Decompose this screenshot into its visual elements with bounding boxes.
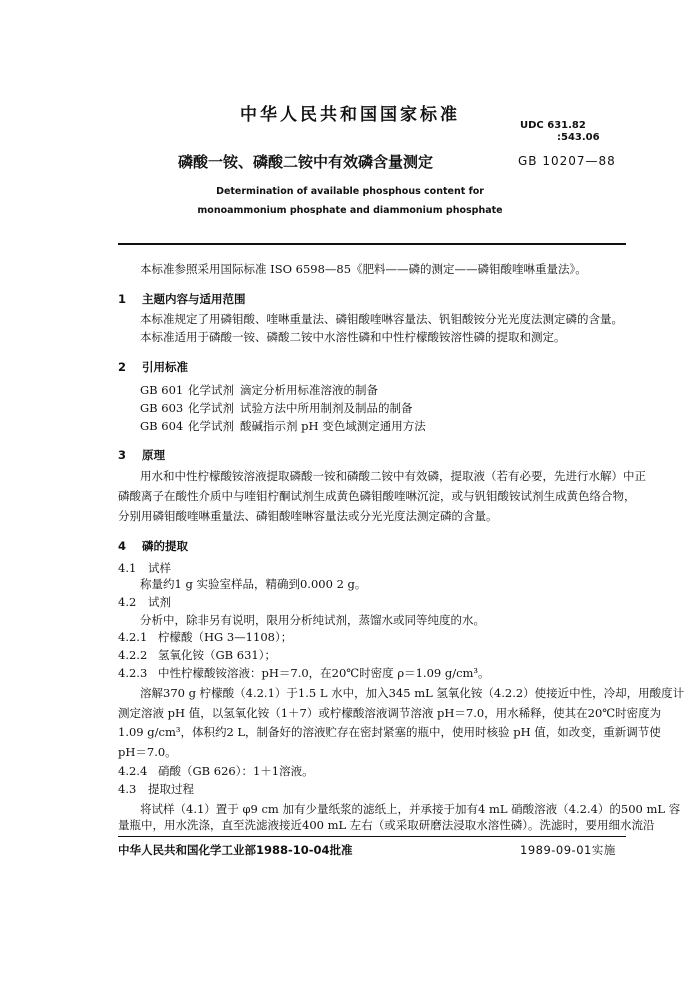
approval-info: 中华人民共和国化学工业部1988-10-04批准 <box>118 843 353 857</box>
clause-4-2-3-line-2: 测定溶液 pH 值，以氢氧化铵（1＋7）或柠檬酸溶液调节溶液 pH＝7.0，用水稀释，使其在20℃时密度为 <box>118 706 662 720</box>
document-title-en-line-2: monoammonium phosphate and diammonium phosphate <box>197 205 503 216</box>
clause-4-2-3-line-4: pH＝7.0。 <box>118 745 177 759</box>
reference-row <box>140 383 378 397</box>
clause-title: 提取过程 <box>148 782 194 796</box>
udc-code <box>520 120 600 144</box>
udc-line-1: UDC 631.82 <box>520 120 586 131</box>
clause-4-1 <box>118 561 171 575</box>
section-1-title: 主题内容与适用范围 <box>142 292 246 306</box>
udc-line-2: :543.06 <box>557 132 600 143</box>
clause-4-2-1 <box>118 630 292 644</box>
section-1-number: 1 <box>118 292 127 306</box>
section-3-title: 原理 <box>142 448 165 462</box>
clause-4-2 <box>118 595 171 609</box>
clause-text: 硝酸（GB 626）：1＋1溶液。 <box>158 764 314 778</box>
clause-4-3 <box>118 782 194 796</box>
clause-4-2-4 <box>118 764 314 778</box>
reference-code: GB 601 <box>140 383 184 397</box>
clause-number: 4.2.1 <box>118 630 148 644</box>
clause-number: 4.1 <box>118 561 137 575</box>
gb-standard-code: GB 10207—88 <box>518 154 616 168</box>
clause-number: 4.2 <box>118 595 137 609</box>
section-2-heading <box>118 359 188 375</box>
clause-number: 4.3 <box>118 782 137 796</box>
reference-type: 化学试剂 <box>188 401 234 415</box>
clause-4-3-line-2: 量瓶中，用水洗涤，直至洗滤液接近400 mL 左右（或采取研磨法浸取水溶性磷）。洗滤时，要用细水流沿 <box>118 818 655 832</box>
footer-divider <box>118 836 626 837</box>
reference-name: 试验方法中所用制剂及制品的制备 <box>240 401 413 415</box>
principle-line-3: 分别用磷钼酸喹啉重量法、磷钼酸喹啉容量法或分光光度法测定磷的含量。 <box>118 509 498 523</box>
reference-code: GB 604 <box>140 419 184 433</box>
clause-4-1-text: 称量约1 g 实验室样品，精确到0.000 2 g。 <box>140 577 367 591</box>
section-3-heading <box>118 447 165 463</box>
section-1-paragraph-2: 本标准适用于磷酸一铵、磷酸二铵中水溶性磷和中性柠檬酸铵溶性磷的提取和测定。 <box>140 330 566 344</box>
clause-4-3-line-1: 将试样（4.1）置于 φ9 cm 加有少量纸浆的滤纸上，并承接于加有4 mL 硝酸溶液（4.2.4）的500 mL 容 <box>140 802 681 816</box>
principle-line-2: 磷酸离子在酸性介质中与喹钼柠酮试剂生成黄色磷钼酸喹啉沉淀，或与钒钼酸铵试剂生成黄色络合物， <box>118 489 636 503</box>
national-standard-title: 中华人民共和国国家标准 <box>240 105 460 125</box>
clause-text: 氢氧化铵（GB 631）； <box>158 648 276 662</box>
header-divider <box>118 243 626 245</box>
clause-4-2-text: 分析中，除非另有说明，限用分析纯试剂，蒸馏水或同等纯度的水。 <box>140 613 485 627</box>
section-2-title: 引用标准 <box>142 360 188 374</box>
clause-4-2-3-line-1: 溶解370 g 柠檬酸（4.2.1）于1.5 L 水中，加入345 mL 氢氧化铵（4.2.2）使接近中性，冷却，用酸度计 <box>140 686 685 700</box>
clause-4-2-3-line-3: 1.09 g/cm³，体积约2 L，制备好的溶液贮存在密封紧塞的瓶中，使用时核验 pH 值，如改变，重新调节使 <box>118 725 661 739</box>
document-title-en-line-1: Determination of available phosphous content for <box>216 186 484 197</box>
section-3-number: 3 <box>118 448 127 462</box>
reference-row <box>140 401 413 415</box>
intro-paragraph: 本标准参照采用国际标准 ISO 6598—85《肥料——磷的测定——磷钼酸喹啉重量法》。 <box>140 262 587 276</box>
reference-row <box>140 419 426 433</box>
section-4-title: 磷的提取 <box>142 539 188 553</box>
section-4-number: 4 <box>118 539 127 553</box>
reference-type: 化学试剂 <box>188 419 234 433</box>
document-title-cn: 磷酸一铵、磷酸二铵中有效磷含量测定 <box>178 153 434 171</box>
reference-name: 酸碱指示剂 pH 变色域测定通用方法 <box>240 419 426 433</box>
reference-type: 化学试剂 <box>188 383 234 397</box>
reference-name: 滴定分析用标准溶液的制备 <box>240 383 378 397</box>
clause-4-2-2 <box>118 648 276 662</box>
reference-code: GB 603 <box>140 401 184 415</box>
clause-4-2-3 <box>118 666 490 680</box>
clause-number: 4.2.4 <box>118 764 148 778</box>
implementation-date: 1989-09-01实施 <box>520 843 616 857</box>
clause-title: 试剂 <box>148 595 171 609</box>
clause-text: 中性柠檬酸铵溶液：pH＝7.0，在20℃时密度 ρ＝1.09 g/cm³。 <box>158 666 490 680</box>
section-4-heading <box>118 538 188 554</box>
clause-text: 柠檬酸（HG 3—1108）； <box>158 630 293 644</box>
principle-line-1: 用水和中性柠檬酸铵溶液提取磷酸一铵和磷酸二铵中有效磷，提取液（若有必要，先进行水解）中正 <box>140 469 646 483</box>
clause-title: 试样 <box>148 561 171 575</box>
section-1-paragraph-1: 本标准规定了用磷钼酸、喹啉重量法、磷钼酸喹啉容量法、钒钼酸铵分光光度法测定磷的含量。 <box>140 312 623 326</box>
section-1-heading <box>118 291 246 307</box>
section-2-number: 2 <box>118 360 127 374</box>
clause-number: 4.2.3 <box>118 666 148 680</box>
clause-number: 4.2.2 <box>118 648 148 662</box>
